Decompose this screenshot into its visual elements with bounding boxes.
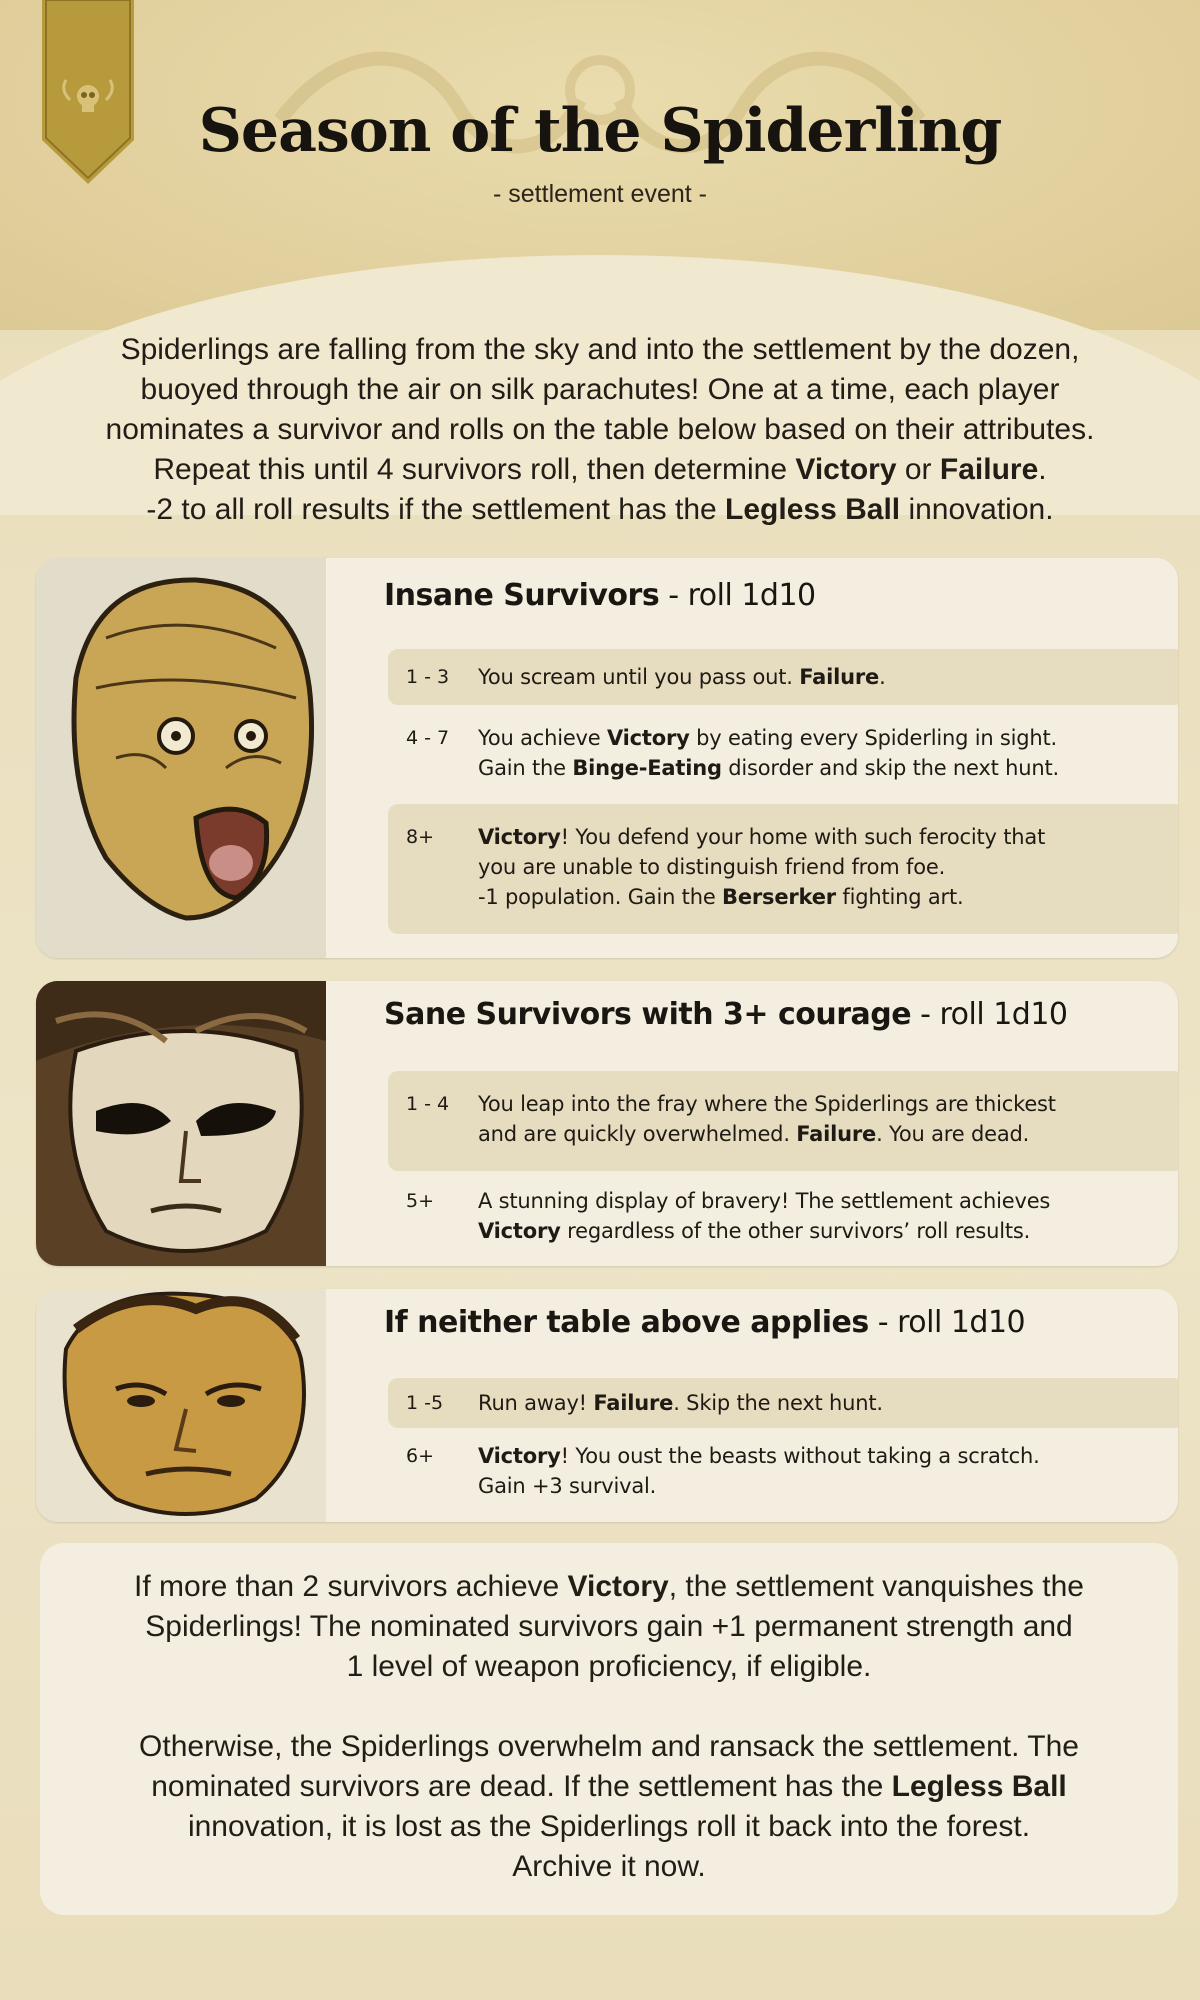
keyword-failure: Failure (796, 1122, 877, 1146)
result-text: ! You defend your home with such ferocity that (560, 825, 1046, 849)
roll-range: 1 - 4 (406, 1093, 450, 1115)
table-heading (384, 578, 816, 613)
roll-result (478, 1089, 1178, 1149)
result-text: Run away! (478, 1391, 594, 1415)
outcome-line: innovation, it is lost as the Spiderlings roll it back into the forest. (187, 1810, 1031, 1843)
roll-result (478, 1186, 1178, 1246)
table-heading (384, 997, 1068, 1032)
result-text: by eating every Spiderling in sight. (689, 726, 1058, 750)
result-text: . You are dead. (876, 1122, 1030, 1146)
result-text: Gain the (478, 756, 573, 780)
keyword-victory: Victory (795, 453, 897, 486)
intro-text-fragment: -2 to all roll results if the settlement has the (146, 493, 726, 526)
result-text: A stunning display of bravery! The settlement achieves (478, 1189, 1051, 1213)
keyword-legless-ball: Legless Ball (891, 1770, 1067, 1803)
sane-survivor-portrait (36, 981, 326, 1266)
outcome-line (40, 1767, 1178, 1807)
outcome-line: 1 level of weapon proficiency, if eligible. (346, 1650, 872, 1683)
intro-line: buoyed through the air on silk parachutes! One at a time, each player (140, 373, 1060, 406)
intro-text-fragment: . (1038, 453, 1047, 486)
roll-result (478, 1441, 1178, 1501)
outcome-text: , the settlement vanquishes the (668, 1570, 1084, 1603)
outcome-line (40, 1567, 1178, 1607)
roll-range: 1 -5 (406, 1392, 444, 1414)
intro-line (80, 490, 1120, 530)
roll-row (388, 1071, 1178, 1171)
keyword-victory: Victory (478, 825, 561, 849)
keyword-berserker: Berserker (722, 885, 836, 909)
result-text: and are quickly overwhelmed. (478, 1122, 797, 1146)
result-text: -1 population. Gain the (478, 885, 723, 909)
keyword-binge-eating: Binge-Eating (572, 756, 722, 780)
result-text: you are unable to distinguish friend from foe. (478, 855, 946, 879)
keyword-victory: Victory (478, 1444, 561, 1468)
result-text: disorder and skip the next hunt. (721, 756, 1059, 780)
result-text: You leap into the fray where the Spiderlings are thickest (478, 1092, 1056, 1116)
keyword-victory: Victory (606, 726, 690, 750)
roll-row (388, 649, 1178, 705)
page-subtitle: - settlement event - (493, 180, 707, 208)
outcome-panel (40, 1543, 1178, 1915)
roll-row (388, 804, 1178, 934)
roll-row (388, 1183, 1178, 1253)
roll-row (388, 716, 1178, 792)
keyword-victory: Victory (567, 1570, 669, 1603)
intro-line: Spiderlings are falling from the sky and into the settlement by the dozen, (120, 333, 1080, 366)
insane-survivors-table (36, 558, 1178, 958)
keyword-legless-ball: Legless Ball (725, 493, 901, 526)
roll-range: 5+ (406, 1190, 435, 1212)
outcome-text: If more than 2 survivors achieve (134, 1570, 568, 1603)
outcome-line: Spiderlings! The nominated survivors gain +1 permanent strength and (145, 1610, 1073, 1643)
neither-survivor-portrait (36, 1289, 326, 1522)
intro-line: nominates a survivor and rolls on the table below based on their attributes. (105, 413, 1095, 446)
roll-row (388, 1437, 1178, 1507)
roll-result (478, 723, 1178, 783)
intro-text-fragment: innovation. (900, 493, 1054, 526)
intro-text (80, 330, 1120, 530)
result-text: fighting art. (835, 885, 964, 909)
keyword-victory: Victory (478, 1219, 561, 1243)
table-heading-title: Sane Survivors with 3+ courage (384, 997, 912, 1032)
table-heading-title: Insane Survivors (384, 578, 660, 613)
result-text: . Skip the next hunt. (673, 1391, 883, 1415)
outcome-line: Archive it now. (512, 1850, 706, 1883)
table-heading-roll: - roll 1d10 (911, 997, 1068, 1032)
table-heading-roll: - roll 1d10 (659, 578, 816, 613)
roll-result (478, 822, 1178, 912)
result-text: You scream until you pass out. (478, 665, 800, 689)
insane-survivor-portrait (36, 558, 326, 958)
roll-result (478, 662, 1178, 692)
neither-applies-table (36, 1289, 1178, 1522)
table-heading-title: If neither table above applies (384, 1305, 869, 1340)
result-text: You achieve (478, 726, 607, 750)
keyword-failure: Failure (939, 453, 1039, 486)
result-text: Gain +3 survival. (478, 1474, 657, 1498)
sane-survivors-table (36, 981, 1178, 1266)
result-text: . (879, 665, 886, 689)
page-title: Season of the Spiderling (198, 96, 1002, 166)
result-text: ! You oust the beasts without taking a scratch. (560, 1444, 1040, 1468)
intro-text-fragment: Repeat this until 4 survivors roll, then determine (153, 453, 796, 486)
roll-row (388, 1378, 1178, 1428)
roll-range: 8+ (406, 826, 435, 848)
roll-range: 6+ (406, 1445, 435, 1467)
keyword-failure: Failure (799, 665, 880, 689)
roll-result (478, 1388, 1178, 1418)
outcome-text: nominated survivors are dead. If the settlement has the (151, 1770, 892, 1803)
table-heading (384, 1305, 1025, 1340)
roll-range: 1 - 3 (406, 666, 450, 688)
outcome-line: Otherwise, the Spiderlings overwhelm and ransack the settlement. The (139, 1730, 1079, 1763)
result-text: regardless of the other survivors’ roll results. (560, 1219, 1031, 1243)
table-heading-roll: - roll 1d10 (868, 1305, 1026, 1340)
roll-range: 4 - 7 (406, 727, 450, 749)
intro-text-fragment: or (896, 453, 940, 486)
keyword-failure: Failure (593, 1391, 674, 1415)
intro-line (80, 450, 1120, 490)
